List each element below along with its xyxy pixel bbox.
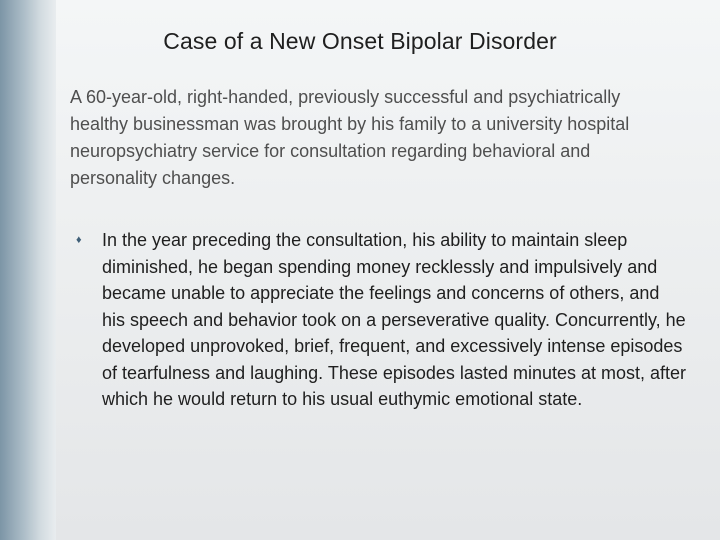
decorative-side-band (0, 0, 56, 540)
slide-title (0, 28, 720, 55)
list-item (76, 227, 686, 413)
intro-paragraph: A 60-year-old, right-handed, previously successful and psychiatrically healthy businessman was brought by his family to a university hospital neuropsychiatry service for consultation regarding behavioral and personality changes. (70, 87, 630, 188)
diamond-bullet-icon: ♦ (76, 234, 82, 246)
slide-title-text: Case of a New Onset Bipolar Disorder (163, 28, 557, 54)
bullet-list (76, 227, 686, 413)
bullet-text: In the year preceding the consultation, his ability to maintain sleep diminished, he began spending money recklessly and impulsively and became unable to appreciate the feelings and concerns of others, and his speech and behavior took on a perseverative quality. Concurrently, he developed unprovoked, brief, frequent, and excessively intense episodes of tearfulness and laughing. These episodes lasted minutes at most, after which he would return to his usual euthymic emotional state. (102, 230, 687, 409)
